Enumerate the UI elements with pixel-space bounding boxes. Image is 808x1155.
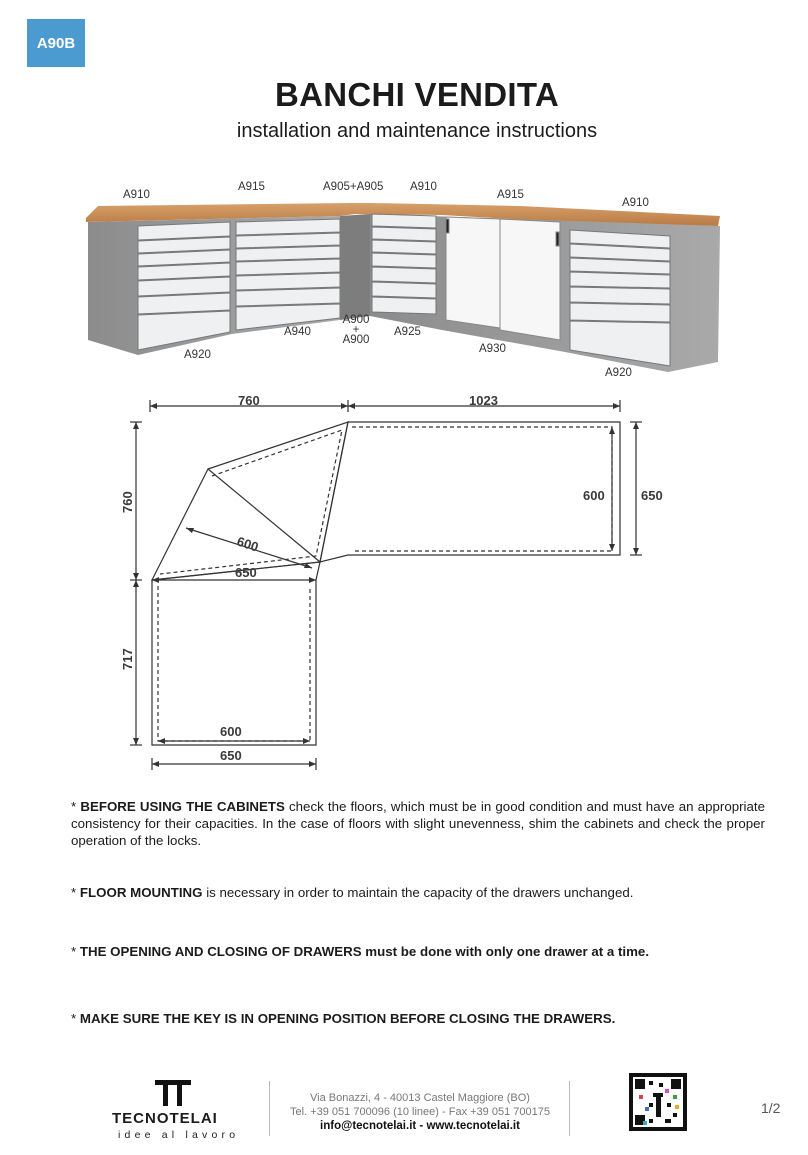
dim-label-760-left: 760 [120, 491, 135, 513]
label-a910: A910 [622, 197, 649, 209]
note-floor-mounting [71, 884, 765, 901]
dim-label-650-mid: 650 [235, 565, 257, 580]
note-bullet: * [71, 944, 77, 959]
bottom-cabinet-inner [158, 586, 310, 741]
label-a910: A910 [410, 181, 437, 193]
bottom-cabinet-outline [152, 562, 320, 745]
dim-label-1023: 1023 [469, 393, 498, 408]
dim-label-650-bottom: 650 [220, 748, 242, 763]
brand-slogan: idee al lavoro [118, 1129, 240, 1141]
corner-outline [152, 422, 348, 580]
model-badge: A90B [27, 19, 85, 67]
dim-label-600-bottom: 600 [220, 724, 242, 739]
label-a915: A915 [238, 181, 265, 193]
dim-label-717: 717 [120, 648, 135, 670]
label-a900: A900 [342, 334, 370, 346]
right-cabinet-outline [320, 422, 620, 562]
footer-divider [569, 1081, 570, 1136]
label-a940: A940 [284, 326, 311, 338]
dim-label-600-right: 600 [583, 488, 605, 503]
label-a915: A915 [497, 189, 524, 201]
page-subtitle: installation and maintenance instructions [236, 120, 598, 142]
qr-code-icon [629, 1073, 687, 1131]
label-a925: A925 [394, 326, 421, 338]
note-text: is necessary in order to maintain the capacity of the drawers unchanged. [202, 885, 634, 900]
dim-label-760-top: 760 [238, 393, 260, 408]
note-drawer-operation [71, 943, 765, 960]
dim-label-600-diagonal: 600 [235, 533, 261, 555]
right-cabinet-inner [352, 427, 612, 551]
company-contact[interactable]: info@tecnotelai.it - www.tecnotelai.it [320, 1120, 520, 1132]
tecnotelai-logo-icon [155, 1080, 191, 1106]
note-heading: THE OPENING AND CLOSING OF DRAWERS must be done with only one drawer at a time. [79, 944, 650, 959]
note-heading: FLOOR MOUNTING [79, 885, 203, 900]
label-a930: A930 [479, 343, 506, 355]
dim-label-650-right: 650 [641, 488, 663, 503]
company-address: Via Bonazzi, 4 - 40013 Castel Maggiore (BO) [310, 1092, 530, 1104]
note-before-using [71, 798, 765, 849]
note-heading: BEFORE USING THE CABINETS [80, 799, 285, 814]
label-a920: A920 [184, 349, 211, 361]
note-text: check the floors, which must be in good condition and must have an appropriate consistency for their capacities. In the case of floors with slight unevenness, shim the cabinets and check the proper operation of the locks. [71, 799, 765, 848]
label-a920: A920 [605, 367, 632, 379]
note-bullet: * [71, 885, 77, 900]
label-a900: A900 [342, 314, 370, 326]
label-plus: + [352, 324, 360, 336]
note-bullet: * [71, 1011, 77, 1026]
note-key-position [71, 1010, 765, 1027]
note-bullet: * [71, 799, 77, 814]
label-a905: A905+A905 [323, 181, 384, 193]
brand-name: TECNOTELAI [112, 1110, 218, 1127]
corner-diagonal [208, 469, 320, 562]
note-heading: MAKE SURE THE KEY IS IN OPENING POSITION BEFORE CLOSING THE DRAWERS. [79, 1011, 616, 1026]
company-phone: Tel. +39 051 700096 (10 linee) - Fax +39 051 700175 [290, 1106, 550, 1118]
page-title: BANCHI VENDITA [274, 76, 560, 113]
label-a910: A910 [123, 189, 150, 201]
page-number: 1/2 [761, 1100, 781, 1116]
